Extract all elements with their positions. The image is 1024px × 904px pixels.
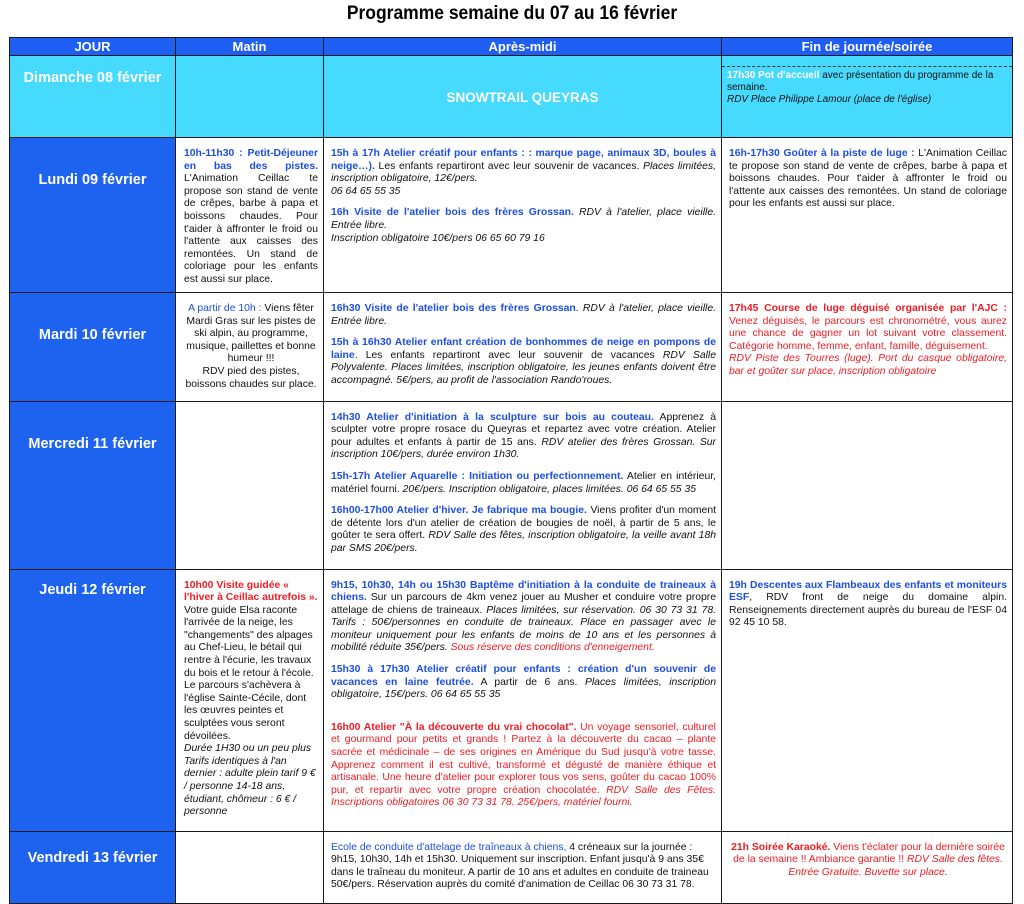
event-details: 20€/pers. Inscription obligatoire, places limitées. 06 64 65 55 35 xyxy=(402,483,697,495)
event xyxy=(176,293,323,395)
apres-midi-cell xyxy=(324,56,722,138)
event-details: RDV atelier des frères Grossan. Sur inscription 10€/pers, durée environ 1h30. xyxy=(331,436,716,461)
event-text: L'Animation Ceillac te propose son stand de vente de crêpes, barbe à papa et boissons chaudes. Pour t'aider à affronter le froid ou l'attente aux caisses des remontées. Un stand de coloriage pour les enfants est aussi sur place. xyxy=(184,173,318,285)
event-title: 9h15, 10h30, 14h ou 15h30 Baptême d'initiation à la conduite de traineaux à chiens. xyxy=(331,579,716,604)
soiree-cell xyxy=(722,56,1013,138)
event xyxy=(331,471,716,496)
table-row xyxy=(10,293,1013,402)
event-list xyxy=(324,138,721,258)
event-text: Viens fêter Mardi Gras sur les pistes de ski alpin, au programme, musique, paillettes et bonne humeur !!! xyxy=(186,303,316,365)
event xyxy=(331,505,716,555)
event xyxy=(176,570,323,823)
event-details: RDV Salle des fêtes. Entrée Gratuite. Buvette sur place. xyxy=(788,854,1003,878)
column-header-soiree: Fin de journée/soirée xyxy=(722,38,1013,56)
event-details: Places limitées, sur réservation. 06 30 73 31 78. Tarifs : 50€/personnes en conduite de traineaux. Place en passager avec le moniteur uniquement pour les enfants de moins de 10 ans et les personnes à mobilité réduite 35€/pers. xyxy=(331,604,716,654)
event xyxy=(331,148,716,198)
event-details: RDV Piste des Tourres (luge). Port du casque obligatoire, bar et goûter sur place, inscription obligatoire xyxy=(729,353,1007,377)
event xyxy=(722,138,1012,215)
page-title: Programme semaine du 07 au 16 février xyxy=(346,3,678,24)
event-text: A partir de 6 ans. xyxy=(473,676,585,688)
event-text: . xyxy=(575,303,583,314)
matin-cell xyxy=(176,293,324,402)
event-title: A partir de 10h : xyxy=(188,303,262,314)
day-cell xyxy=(10,56,176,138)
matin-cell xyxy=(176,138,324,293)
table-row xyxy=(10,569,1013,831)
soiree-cell xyxy=(722,831,1013,903)
event-text: Un voyage sensoriel, culturel et gourmand pour petits et grands ! Partez à la découverte du cacao – plante sacrée et médicinale – de ses origines en Amérique du Sud jusqu'à votre tasse. Apprenez comment il est cultivé, transformé et dégusté de manière éthique et artisanale. Une heure d'atelier pour explorer tous vos sens, goûter du cacao 100% pur, et repartir avec votre propre création chocolatée. xyxy=(331,721,716,796)
event-location: RDV pied des pistes, boissons chaudes sur place. xyxy=(185,365,317,390)
event-text: L'Animation Ceillac te propose son stand de vente de crêpes, barbe à papa et boissons chaudes. Pour t'aider à affronter le froid ou l'attente aux caisses des remontées. Un stand de coloriage pour les enfants est aussi sur place. xyxy=(729,148,1007,210)
event-location: RDV Place Philippe Lamour (place de l'église) xyxy=(727,94,932,105)
event xyxy=(331,412,716,462)
apres-midi-cell xyxy=(324,569,722,831)
event xyxy=(722,293,1012,383)
event-text: 4 créneaux sur la journée : 9h15, 10h30, 14h et 15h30. Uniquement sur inscription. Enfant jusqu'à 9 ans 35€ dans le traîneau du moniteur. A partir de 10 ans et adultes en conduite de traineau 50€/pers. Réservation auprès du comité d'animation de Ceillac 06 30 73 31 78. xyxy=(331,841,709,891)
event xyxy=(331,664,716,702)
event-text: Votre guide Elsa raconte l'arrivée de la neige, les "changements" des alpages au Chef-Lieu, le bétail qui rentre à l'écurie, les travaux du bois et le retour à l'école. Le parcours s'achèvera à l'église Sainte-Cécile, dont les œuvres peintes et sculptées vous seront dévoilées. xyxy=(184,604,314,742)
event-list xyxy=(324,293,721,401)
apres-midi-cell xyxy=(324,138,722,293)
event-list xyxy=(324,402,721,569)
event xyxy=(331,580,716,656)
table-header-row xyxy=(10,38,1013,56)
event-title: 14h30 Atelier d'initiation à la sculpture sur bois au couteau. xyxy=(331,411,654,423)
soiree-cell xyxy=(722,569,1013,831)
event-details: RDV à l'atelier, place vieille. Entrée libre. xyxy=(331,207,716,231)
event xyxy=(722,66,1012,106)
table-row xyxy=(10,401,1013,569)
event-text: Atelier en intérieur, matériel fourni. xyxy=(331,470,716,495)
event-text: . Les enfants repartiront avec leur souvenir de vacances xyxy=(354,349,663,361)
table-row xyxy=(10,56,1013,138)
event xyxy=(331,303,716,328)
event-title: 15h à 17h Atelier créatif pour enfants : : marque page, animaux 3D, boules à neige…). xyxy=(331,148,716,172)
matin-cell xyxy=(176,56,324,138)
event-title: 16h-17h30 Goûter à la piste de luge : xyxy=(729,148,915,159)
event xyxy=(331,207,716,245)
column-header-apres-midi: Après-midi xyxy=(324,38,722,56)
event-warning: Sous réserve des conditions d'enneigement. xyxy=(450,642,655,654)
event-details: Places limitées, inscription obligatoire, 12€/pers. xyxy=(331,160,716,185)
event-title: SNOWTRAIL QUEYRAS xyxy=(446,90,599,105)
programme-table xyxy=(9,37,1013,904)
event-title: Ecole de conduite d'attelage de traîneaux à chiens, xyxy=(331,841,567,853)
event-text: avec présentation du programme de la semaine. xyxy=(727,70,994,93)
event-title: 16h30 Visite de l'atelier bois des frères Grossan xyxy=(331,303,576,314)
day-cell xyxy=(10,293,176,402)
event xyxy=(324,832,721,896)
matin-cell xyxy=(176,831,324,903)
event xyxy=(722,832,1012,884)
day-cell xyxy=(10,569,176,831)
event-text: Sur un parcours de 4km venez jouer au Musher et conduire votre propre attelage de chiens de traineaux. xyxy=(331,592,716,616)
event-title: 10h-11h30 : Petit-Déjeuner en bas des pistes. xyxy=(184,148,318,172)
matin-cell xyxy=(176,401,324,569)
apres-midi-cell xyxy=(324,401,722,569)
event-details: Durée 1H30 ou un peu plus Tarifs identiques à l'an dernier : adulte plein tarif 9 € / personne 14-18 ans, étudiant, chômeur : 6 € / personne xyxy=(184,743,316,818)
soiree-cell xyxy=(722,401,1013,569)
day-label: Vendredi 13 février xyxy=(27,849,158,866)
event-text: , RDV front de neige du domaine alpin. Renseignements directement auprès du bureau de l'ESF 04 92 45 10 58. xyxy=(729,592,1007,629)
table-row xyxy=(10,138,1013,293)
event-details: Inscription obligatoire 10€/pers 06 65 60 79 16 xyxy=(331,232,545,244)
event-title: 16h00-17h00 Atelier d'hiver. Je fabrique ma bougie. xyxy=(331,505,587,517)
event-title: 15h-17h Atelier Aquarelle : Initiation ou perfectionnement. xyxy=(331,470,624,482)
event-text: Les enfants repartiront avec leur souvenir de vacances. xyxy=(374,160,644,172)
day-label: Dimanche 08 février xyxy=(23,70,162,86)
column-header-matin: Matin xyxy=(176,38,324,56)
day-cell xyxy=(10,138,176,293)
day-label: Mercredi 11 février xyxy=(28,435,157,452)
event-details: RDV à l'atelier, place vieille. Entrée libre. xyxy=(331,303,716,327)
event-text: Apprenez à sculpter votre propre rosace du Queyras et repartez avec votre création. Atelier pour adultes et enfants à partir de 15 ans. xyxy=(331,411,716,448)
apres-midi-cell xyxy=(324,293,722,402)
soiree-cell xyxy=(722,293,1013,402)
event-details: RDV Salle des fêtes, inscription obligatoire, la veille avant 18h par SMS 20€/pers. xyxy=(331,530,717,554)
apres-midi-cell xyxy=(324,831,722,903)
event-details: RDV Salle Polyvalente. Places limitées, inscription obligatoire, les jeunes enfants doivent être accompagné. 5€/pers, au profit de l'association Rando'roues. xyxy=(331,349,716,386)
event-phone: 06 64 65 55 35 xyxy=(331,185,401,197)
event-title: 15h30 à 17h30 Atelier créatif pour enfants : création d'un souvenir de vacances en laine feutrée. xyxy=(331,664,716,688)
table-row xyxy=(10,831,1013,903)
event-list xyxy=(324,570,721,824)
event-time: 17h30 Pot d'accueil xyxy=(727,70,820,81)
event-details: RDV Salle des Fêtes. Inscriptions obligatoires 06 30 73 31 78. 25€/pers, matériel fourni. xyxy=(331,784,716,809)
event-title: 21h Soirée Karaoké. xyxy=(731,841,831,853)
event xyxy=(722,570,1012,634)
day-cell xyxy=(10,401,176,569)
event-title: 15h à 16h30 Atelier enfant création de bonhommes de neige en pompons de laine xyxy=(331,337,716,361)
event-title: 16h Visite de l'atelier bois des frères Grossan. xyxy=(331,207,574,219)
event-text: Viens t'éclater pour la dernière soirée de la semaine !! Ambiance garantie !! xyxy=(733,841,1005,866)
event-text: Viens profiter d'un moment de détente lors d'un atelier de création de bougies de noël, à partir de 5 ans, le goûter te sera offert. xyxy=(331,505,716,542)
event-details: Places limitées, inscription obligatoire, 15€/pers. 06 64 65 55 35 xyxy=(331,676,716,701)
event-title: 16h00 Atelier "À la découverte du vrai chocolat". xyxy=(331,721,577,733)
event-title: 17h45 Course de luge déguisé organisée par l'AJC : xyxy=(729,303,1007,314)
day-label: Lundi 09 février xyxy=(38,172,147,188)
soiree-cell xyxy=(722,138,1013,293)
event-title: 10h00 Visite guidée « l'hiver à Ceillac autrefois ». xyxy=(184,579,318,604)
event xyxy=(331,337,716,387)
event-text: Venez déguisés, le parcours est chronométré, vous aurez une chance de gagner un lot suivant votre classement. Catégorie homme, femme, enfant, famille, déguisement. xyxy=(729,315,1007,352)
column-header-jour: JOUR xyxy=(10,38,176,56)
event xyxy=(176,138,323,291)
matin-cell xyxy=(176,569,324,831)
day-label: Mardi 10 février xyxy=(38,327,147,343)
day-label: Jeudi 12 février xyxy=(39,581,146,598)
event xyxy=(331,722,716,810)
event-title: 19h Descentes aux Flambeaux des enfants et moniteurs ESF xyxy=(729,579,1007,604)
day-cell xyxy=(10,831,176,903)
